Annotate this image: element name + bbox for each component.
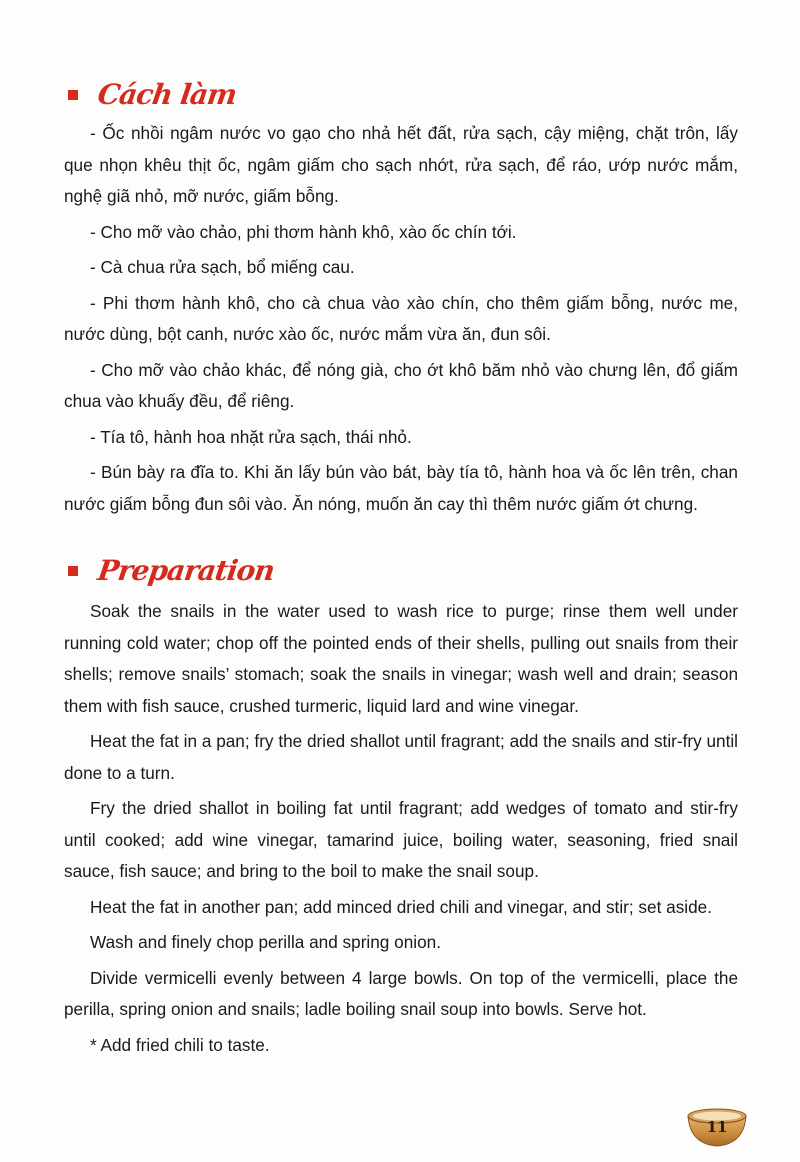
- vietnamese-heading-text: Cách làm: [95, 78, 239, 111]
- vietnamese-step: - Phi thơm hành khô, cho cà chua vào xào chín, cho thêm giấm bỗng, nước me, nước dùng, bột canh, nước xào ốc, nước mắm vừa ăn, đun sôi.: [64, 292, 738, 344]
- vietnamese-step: - Bún bày ra đĩa to. Khi ăn lấy bún vào bát, bày tía tô, hành hoa và ốc lên trên, chan nước giấm bỗng đun sôi vào. Ăn nóng, muốn ăn cay thì thêm nước giấm ớt chưng.: [64, 462, 738, 514]
- english-step: Heat the fat in another pan; add minced dried chili and vinegar, and stir; set aside.: [90, 896, 712, 917]
- english-instructions: [64, 596, 738, 1065]
- english-step: Divide vermicelli evenly between 4 large bowls. On top of the vermicelli, place the perilla, spring onion and snails; ladle boiling snail soup into bowls. Serve hot.: [64, 967, 738, 1019]
- english-section-heading: [68, 554, 277, 587]
- vietnamese-instructions: [64, 118, 738, 524]
- english-step: * Add fried chili to taste.: [90, 1034, 270, 1055]
- heading-bullet-icon: [68, 566, 78, 576]
- heading-bullet-icon: [68, 90, 78, 100]
- english-step: Heat the fat in a pan; fry the dried shallot until fragrant; add the snails and stir-fry until done to a turn.: [64, 731, 738, 783]
- english-step: Fry the dried shallot in boiling fat until fragrant; add wedges of tomato and stir-fry until cooked; add wine vinegar, tamarind juice, boiling water, seasoning, fried snail sauce, fish sauce; and bring to the boil to make the snail soup.: [64, 798, 738, 881]
- page-number: 11: [706, 1118, 728, 1136]
- vietnamese-step: - Tía tô, hành hoa nhặt rửa sạch, thái nhỏ.: [90, 426, 412, 447]
- vietnamese-step: - Cho mỡ vào chảo khác, để nóng già, cho ớt khô băm nhỏ vào chưng lên, đổ giấm chua vào khuấy đều, để riêng.: [64, 359, 738, 411]
- vietnamese-step: - Ốc nhồi ngâm nước vo gạo cho nhả hết đất, rửa sạch, cậy miệng, chặt trôn, lấy que nhọn khêu thịt ốc, ngâm giấm cho sạch nhớt, rửa sạch, để ráo, ướp nước mắm, nghệ giã nhỏ, mỡ nước, giấm bỗng.: [64, 123, 738, 206]
- page-number-badge: [686, 1108, 748, 1148]
- english-step: Wash and finely chop perilla and spring onion.: [90, 932, 441, 952]
- vietnamese-step: - Cho mỡ vào chảo, phi thơm hành khô, xào ốc chín tới.: [90, 221, 517, 242]
- english-step: Soak the snails in the water used to wash rice to purge; rinse them well under running cold water; chop off the pointed ends of their shells, pulling out snails from their shells; remove snails’ stomach; soak the snails in vinegar; wash well and drain; season them with fish sauce, crushed turmeric, liquid lard and wine vinegar.: [64, 601, 738, 716]
- english-heading-text: Preparation: [95, 554, 277, 587]
- vietnamese-step: - Cà chua rửa sạch, bổ miếng cau.: [90, 257, 355, 277]
- vietnamese-section-heading: [68, 78, 239, 111]
